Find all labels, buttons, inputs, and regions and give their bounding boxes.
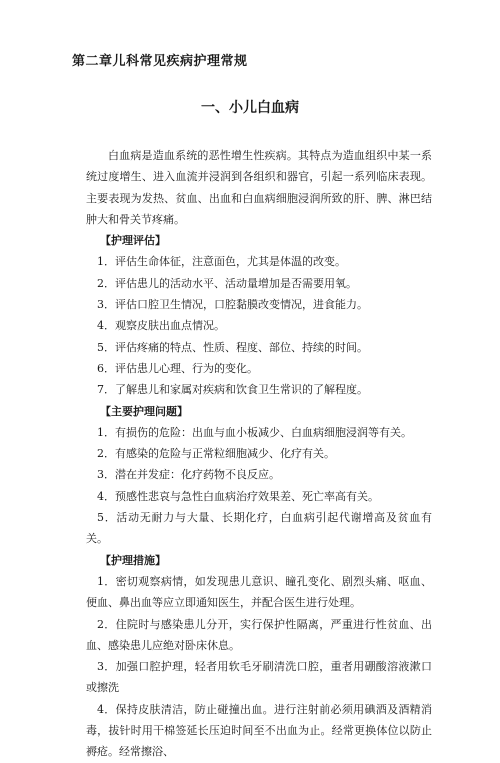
measure-item: 3．加强口腔护理，轻者用软毛牙刷清洗口腔，重者用硼酸溶液漱口或擦洗: [86, 660, 432, 695]
intro-paragraph: 白血病是造血系统的恶性增生性疾病。其特点为造血组织中某一系统过度增生、进入血流并浸润到各组织和器官，引起一系列临床表现。主要表现为发热、贫血、出血和白血病细胞浸润所致的肝、脾、淋巴结肿大和骨关节疼痛。: [86, 149, 432, 226]
section-title: 一、小儿白血病: [201, 100, 299, 116]
assessment-item: 3．评估口腔卫生情况，口腔黏膜改变情况，进食能力。: [97, 298, 368, 312]
problem-item: 1．有损伤的危险：出血与血小板减少、白血病细胞浸润等有关。: [97, 425, 412, 439]
measure-item: 4．保持皮肤清洁，防止碰撞出血。进行注射前必须用碘酒及酒精消毒，拔针时用干棉签延长压迫时间至不出血为止。经常更换体位以防止褥疮。经常擦浴、: [86, 702, 432, 759]
measures-heading: 【护理措施】: [100, 553, 166, 567]
problem-item: 3．潜在并发症：化疗药物不良反应。: [97, 468, 280, 482]
measure-item: 1．密切观察病情，如发现患儿意识、瞳孔变化、剧烈头痛、呕血、便血、鼻出血等应立即通知医生，并配合医生进行处理。: [86, 574, 432, 610]
document-body: [86, 145, 432, 763]
problem-item: 5．活动无耐力与大量、长期化疗，白血病引起代谢增高及贫血有关。: [86, 511, 432, 546]
problem-item: 4．预感性悲哀与急性白血病治疗效果差、死亡率高有关。: [97, 489, 379, 503]
problems-heading: 【主要护理问题】: [100, 404, 188, 418]
assessment-item: 7．了解患儿和家属对疾病和饮食卫生常识的了解程度。: [97, 383, 368, 397]
assessment-heading: 【护理评估】: [100, 234, 166, 248]
assessment-item: 2．评估患儿的活动水平、活动量增加是否需要用氧。: [97, 276, 357, 290]
problem-item: 2．有感染的危险与正常粒细胞减少、化疗有关。: [97, 447, 335, 461]
assessment-item: 4．观察皮肤出血点情况。: [97, 319, 225, 333]
chapter-title: 第二章儿科常见疾病护理常规: [72, 54, 248, 69]
measure-item: 2．住院时与感染患儿分开，实行保护性隔离，严重进行性贫血、出血、感染患儿应绝对卧床休息。: [86, 617, 432, 652]
assessment-item: 1．评估生命体征，注意面色，尤其是体温的改变。: [97, 255, 346, 269]
assessment-item: 5．评估疼痛的特点、性质、程度、部位、持续的时间。: [97, 340, 368, 354]
assessment-item: 6．评估患儿心理、行为的变化。: [97, 361, 258, 375]
